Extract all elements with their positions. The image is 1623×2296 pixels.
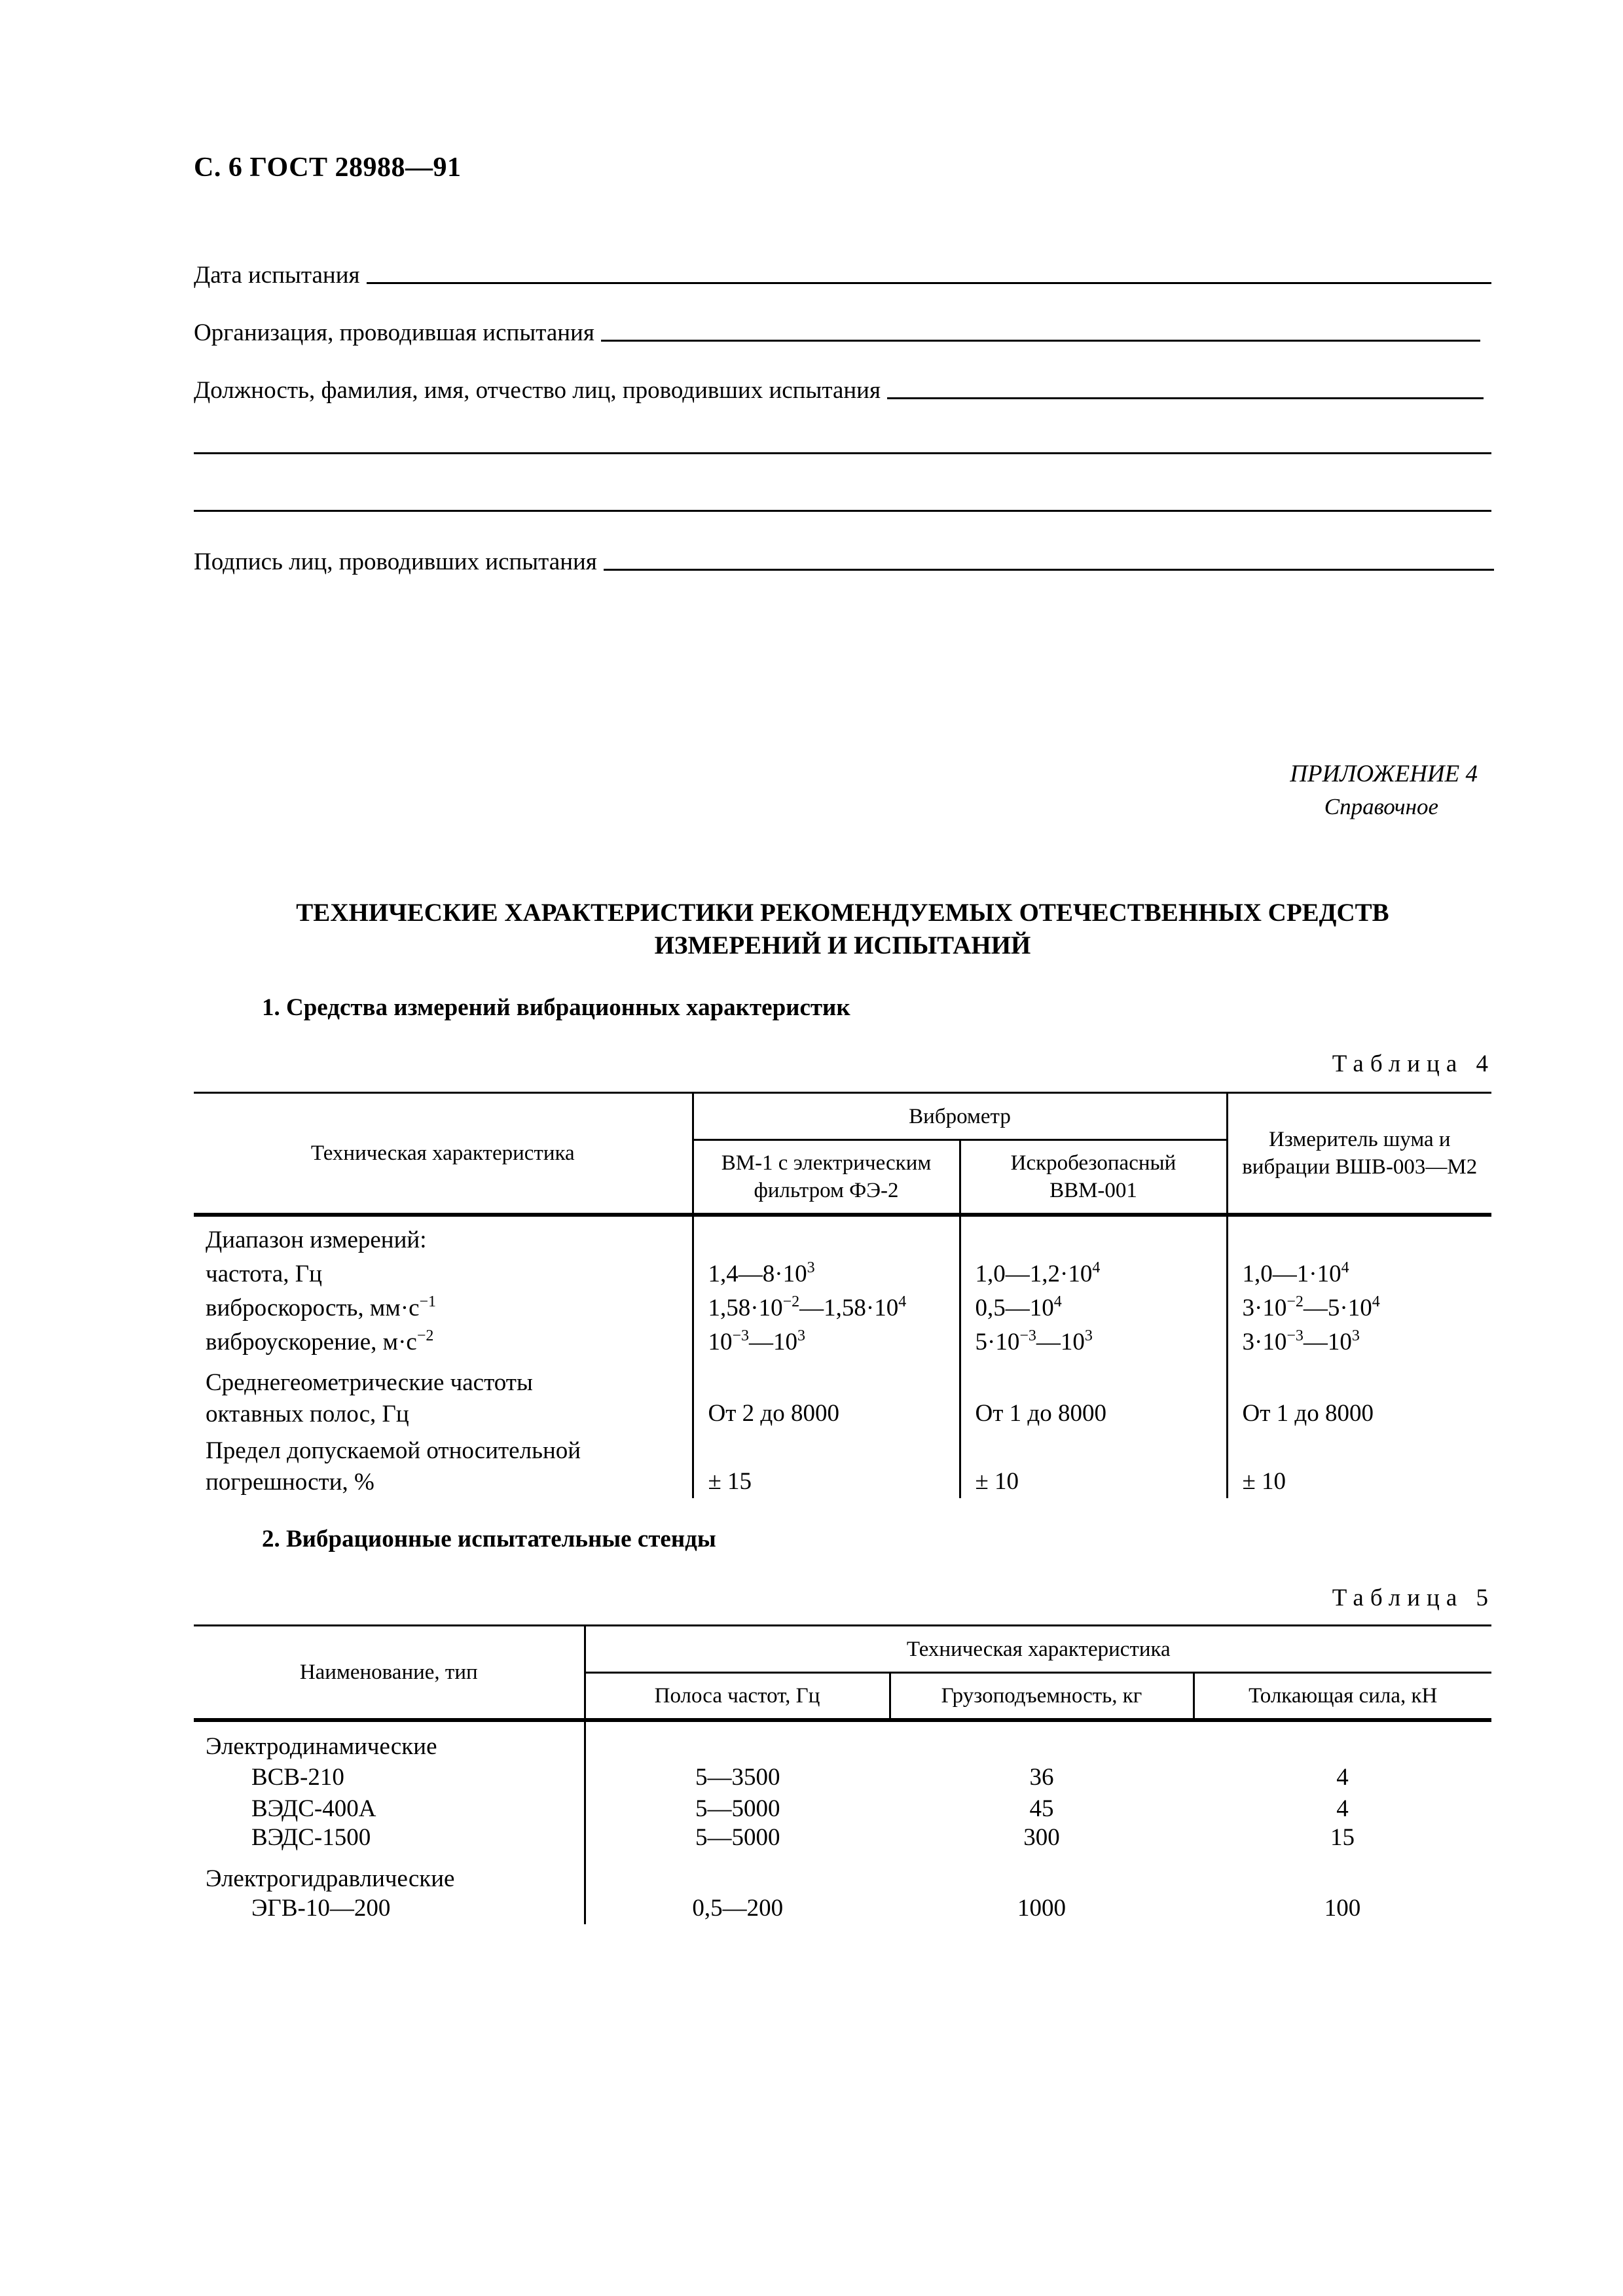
persons-label: Должность, фамилия, имя, отчество лиц, проводивших испытания <box>194 377 881 404</box>
row-name: ЭГВ-10—200 <box>251 1895 391 1922</box>
table-5-header-frequency: Полоса частот, Гц <box>585 1673 890 1720</box>
row-force: 15 <box>1330 1824 1355 1851</box>
page-header: С. 6 ГОСТ 28988—91 <box>194 152 462 183</box>
error-vm1: ± 15 <box>693 1430 960 1498</box>
appendix-subtitle: Справочное <box>1324 794 1438 819</box>
group-electrodynamic-label: Электродинамические <box>206 1732 437 1760</box>
row-name: ВСВ-210 <box>251 1764 344 1791</box>
appendix-block <box>1290 758 1478 823</box>
organization-label: Организация, проводившая испытания <box>194 319 594 346</box>
frequency-vm1: $1,4—8\cdot 10^3$ <box>693 1257 960 1291</box>
blank-line-2[interactable] <box>194 484 1491 517</box>
frequency-vvm001: $1,0—1,2\cdot 10^4$ <box>960 1257 1227 1291</box>
row-frequency: 5—5000 <box>585 1795 890 1823</box>
table-5-row-veds1500 <box>194 1823 1491 1852</box>
table-4-header-characteristic: Техническая характеристика <box>194 1093 693 1215</box>
group-electrohydraulic-label: Электрогидравлические <box>206 1865 455 1892</box>
octave-vm1: От 2 до 8000 <box>693 1359 960 1430</box>
table-5-header-name: Наименование, тип <box>194 1626 585 1720</box>
table-5-header-force: Толкающая сила, кН <box>1194 1673 1491 1720</box>
octave-vvm001: От 1 до 8000 <box>960 1359 1227 1430</box>
table-4-header-vvm001: Искробезопасный ВВМ-001 <box>960 1140 1227 1215</box>
signature-line[interactable] <box>604 569 1494 571</box>
velocity-label: виброскорость, $мм\cdot с^{-1}$ <box>206 1293 437 1321</box>
table-4-row-frequency <box>194 1257 1491 1291</box>
frequency-vshv: $1,0—1\cdot 10^4$ <box>1227 1257 1491 1291</box>
table-4-header-vshv: Измеритель шума и вибрации ВШВ-003—М2 <box>1227 1093 1491 1215</box>
row-load: 1000 <box>1017 1895 1066 1922</box>
table-5-header-row-1 <box>194 1626 1491 1673</box>
test-date-line[interactable] <box>367 282 1491 284</box>
blank-line-1[interactable] <box>194 427 1491 459</box>
acceleration-vvm001: $5\cdot 10^{-3}—10^3$ <box>960 1325 1227 1359</box>
test-date-field <box>194 257 1491 289</box>
table-4-row-octave <box>194 1359 1491 1430</box>
frequency-label: частота, Гц <box>206 1260 322 1287</box>
section-1-heading: 1. Средства измерений вибрационных характеристик <box>262 994 850 1021</box>
row-load: 45 <box>1029 1795 1054 1822</box>
row-force: 100 <box>1324 1895 1361 1922</box>
table-4-row-velocity <box>194 1291 1491 1325</box>
velocity-vshv: $3\cdot 10^{-2}—5\cdot 10^4$ <box>1227 1291 1491 1325</box>
signature-label: Подпись лиц, проводивших испытания <box>194 548 597 575</box>
signature-field <box>194 543 1494 576</box>
table-4-header-vibrometer: Виброметр <box>693 1093 1227 1140</box>
error-label: Предел допускаемой относительной погрешности, % <box>206 1437 581 1496</box>
table-4-header-row-1 <box>194 1093 1491 1140</box>
error-vvm001: ± 10 <box>960 1430 1227 1498</box>
acceleration-vm1: $10^{-3}—10^3$ <box>693 1325 960 1359</box>
octave-label: Среднегеометрические частоты октавных полос, Гц <box>206 1369 533 1427</box>
organization-line[interactable] <box>601 340 1480 342</box>
error-vshv: ± 10 <box>1227 1430 1491 1498</box>
table-4 <box>194 1092 1491 1498</box>
appendix-title: ПРИЛОЖЕНИЕ 4 <box>1290 761 1478 787</box>
table-5-header-characteristic: Техническая характеристика <box>585 1626 1491 1673</box>
table-5-caption: Таблица 5 <box>1332 1585 1495 1611</box>
acceleration-label: виброускорение, $м\cdot с^{-2}$ <box>206 1327 434 1355</box>
acceleration-vshv: $3\cdot 10^{-3}—10^3$ <box>1227 1325 1491 1359</box>
test-date-label: Дата испытания <box>194 262 360 289</box>
table-5-row-veds400a <box>194 1795 1491 1823</box>
velocity-vvm001: $0,5—10^4$ <box>960 1291 1227 1325</box>
persons-field <box>194 372 1484 404</box>
table-5-group-electrodynamic <box>194 1720 1491 1761</box>
row-load: 300 <box>1023 1824 1060 1851</box>
row-frequency: 0,5—200 <box>585 1893 890 1924</box>
row-name: ВЭДС-400А <box>251 1795 376 1822</box>
velocity-vm1: $1,58\cdot 10^{-2}—1,58\cdot 10^4$ <box>693 1291 960 1325</box>
table-5-row-vsv210 <box>194 1761 1491 1795</box>
organization-field <box>194 314 1480 347</box>
table-4-caption: Таблица 4 <box>1332 1050 1495 1077</box>
octave-vshv: От 1 до 8000 <box>1227 1359 1491 1430</box>
row-name: ВЭДС-1500 <box>251 1824 371 1851</box>
section-2-heading: 2. Вибрационные испытательные стенды <box>262 1526 716 1552</box>
table-4-row-range <box>194 1215 1491 1257</box>
table-4-header-vm1: ВМ-1 с электрическим фильтром ФЭ-2 <box>693 1140 960 1215</box>
table-4-row-error <box>194 1430 1491 1498</box>
row-load: 36 <box>1029 1764 1054 1791</box>
title-line-1: ТЕХНИЧЕСКИЕ ХАРАКТЕРИСТИКИ РЕКОМЕНДУЕМЫХ ОТЕЧЕСТВЕННЫХ СРЕДСТВ <box>296 899 1389 927</box>
table-5-header-load: Грузоподъемность, кг <box>890 1673 1194 1720</box>
row-force: 4 <box>1336 1764 1349 1791</box>
document-title <box>194 897 1491 962</box>
title-line-2: ИЗМЕРЕНИЙ И ИСПЫТАНИЙ <box>654 931 1031 960</box>
table-4-row-acceleration <box>194 1325 1491 1359</box>
table-5 <box>194 1624 1491 1924</box>
table-5-row-egv10200 <box>194 1893 1491 1924</box>
persons-line[interactable] <box>887 397 1484 399</box>
row-frequency: 5—5000 <box>585 1823 890 1852</box>
row-force: 4 <box>1336 1795 1349 1822</box>
row-frequency: 5—3500 <box>585 1761 890 1795</box>
table-5-group-electrohydraulic <box>194 1852 1491 1893</box>
range-label: Диапазон измерений: <box>206 1226 427 1253</box>
